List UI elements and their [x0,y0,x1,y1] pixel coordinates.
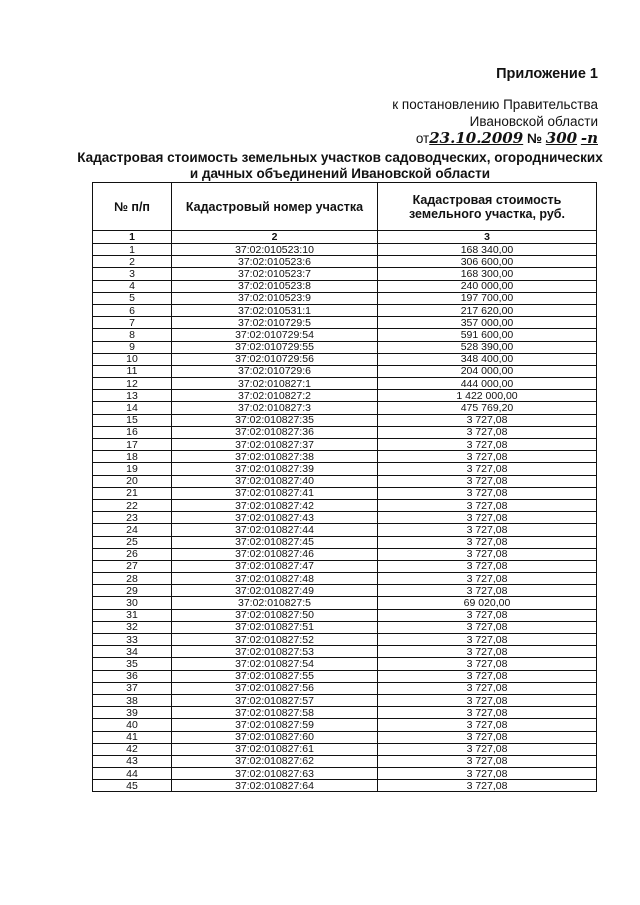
table-row [93,670,597,682]
cadastral-value: 3 727,08 [378,536,597,548]
row-number: 37 [93,682,172,694]
row-number: 36 [93,670,172,682]
cadastral-value: 3 727,08 [378,609,597,621]
cadastral-number: 37:02:010729:56 [172,353,378,365]
cadastral-value: 217 620,00 [378,304,597,316]
cadastral-value: 3 727,08 [378,414,597,426]
decree-suffix: -п [580,129,598,147]
table-row [93,378,597,390]
table-row [93,341,597,353]
row-number: 29 [93,585,172,597]
cadastral-value: 1 422 000,00 [378,390,597,402]
cadastral-number: 37:02:010827:43 [172,512,378,524]
appendix-label: Приложение 1 [496,66,598,82]
decree-date: 23.10.2009 [429,129,524,147]
cadastral-number: 37:02:010827:59 [172,719,378,731]
row-number: 27 [93,560,172,572]
from-label: от [415,131,430,146]
cadastral-number: 37:02:010827:63 [172,768,378,780]
cadastral-value: 3 727,08 [378,682,597,694]
decree-reference [392,96,598,147]
number-label: № [526,131,543,146]
row-number: 44 [93,768,172,780]
row-number: 21 [93,487,172,499]
cadastral-number: 37:02:010827:44 [172,524,378,536]
table-row [93,426,597,438]
table-row [93,609,597,621]
row-number: 26 [93,548,172,560]
table-row [93,548,597,560]
cadastral-number: 37:02:010827:37 [172,439,378,451]
cadastral-table [92,182,597,792]
cadastral-number: 37:02:010827:47 [172,560,378,572]
cadastral-number: 37:02:010523:8 [172,280,378,292]
table-row [93,585,597,597]
cadastral-number: 37:02:010827:61 [172,743,378,755]
table-row [93,463,597,475]
row-number: 35 [93,658,172,670]
table-row [93,768,597,780]
cadastral-value: 3 727,08 [378,512,597,524]
row-number: 24 [93,524,172,536]
cadastral-number: 37:02:010523:9 [172,292,378,304]
table-row [93,512,597,524]
cadastral-value: 3 727,08 [378,475,597,487]
cadastral-value: 3 727,08 [378,463,597,475]
cadastral-value: 3 727,08 [378,439,597,451]
decree-line-1: к постановлению Правительства [392,97,598,112]
cadastral-value: 3 727,08 [378,780,597,792]
cadastral-number: 37:02:010827:50 [172,609,378,621]
cadastral-value: 306 600,00 [378,256,597,268]
row-number: 1 [93,244,172,256]
cadastral-number: 37:02:010827:58 [172,707,378,719]
header-cadastral-value: Кадастровая стоимость земельного участка, руб. [378,183,597,231]
row-number: 18 [93,451,172,463]
row-number: 19 [93,463,172,475]
table-row [93,499,597,511]
row-number: 14 [93,402,172,414]
col-number-2: 2 [172,231,378,244]
cadastral-value: 168 340,00 [378,244,597,256]
cadastral-value: 240 000,00 [378,280,597,292]
cadastral-value: 3 727,08 [378,755,597,767]
cadastral-number: 37:02:010827:3 [172,402,378,414]
cadastral-value: 69 020,00 [378,597,597,609]
row-number: 2 [93,256,172,268]
cadastral-number: 37:02:010827:57 [172,694,378,706]
table-body [93,244,597,792]
cadastral-value: 3 727,08 [378,743,597,755]
header-number: № п/п [93,183,172,231]
row-number: 12 [93,378,172,390]
table-row [93,573,597,585]
row-number: 7 [93,317,172,329]
cadastral-number: 37:02:010827:1 [172,378,378,390]
row-number: 40 [93,719,172,731]
cadastral-value: 168 300,00 [378,268,597,280]
cadastral-number: 37:02:010827:64 [172,780,378,792]
cadastral-value: 3 727,08 [378,451,597,463]
row-number: 42 [93,743,172,755]
cadastral-number: 37:02:010729:54 [172,329,378,341]
cadastral-value: 204 000,00 [378,365,597,377]
table-row [93,304,597,316]
cadastral-number: 37:02:010531:1 [172,304,378,316]
title-line-1: Кадастровая стоимость земельных участков садоводческих, огороднических [77,150,603,165]
decree-number: 300 [545,129,578,147]
cadastral-value: 3 727,08 [378,719,597,731]
table-row [93,682,597,694]
row-number: 31 [93,609,172,621]
row-number: 13 [93,390,172,402]
cadastral-number: 37:02:010827:55 [172,670,378,682]
table-row [93,694,597,706]
row-number: 43 [93,755,172,767]
cadastral-number: 37:02:010827:60 [172,731,378,743]
table-row [93,707,597,719]
row-number: 45 [93,780,172,792]
table-row [93,755,597,767]
cadastral-value: 3 727,08 [378,731,597,743]
table-row [93,536,597,548]
table-row [93,439,597,451]
cadastral-number: 37:02:010523:7 [172,268,378,280]
cadastral-value: 3 727,08 [378,499,597,511]
cadastral-value: 3 727,08 [378,487,597,499]
row-number: 22 [93,499,172,511]
cadastral-number: 37:02:010827:2 [172,390,378,402]
row-number: 33 [93,634,172,646]
cadastral-number: 37:02:010827:49 [172,585,378,597]
decree-date-number [392,130,598,147]
cadastral-number: 37:02:010729:5 [172,317,378,329]
row-number: 8 [93,329,172,341]
col-number-3: 3 [378,231,597,244]
row-number: 11 [93,365,172,377]
row-number: 39 [93,707,172,719]
cadastral-value: 444 000,00 [378,378,597,390]
row-number: 41 [93,731,172,743]
cadastral-value: 3 727,08 [378,646,597,658]
cadastral-number: 37:02:010827:51 [172,621,378,633]
cadastral-number: 37:02:010729:55 [172,341,378,353]
row-number: 10 [93,353,172,365]
cadastral-number: 37:02:010827:54 [172,658,378,670]
cadastral-value: 3 727,08 [378,573,597,585]
cadastral-number: 37:02:010827:56 [172,682,378,694]
cadastral-number: 37:02:010827:62 [172,755,378,767]
row-number: 17 [93,439,172,451]
row-number: 4 [93,280,172,292]
table-header-row [93,183,597,231]
cadastral-number: 37:02:010827:38 [172,451,378,463]
row-number: 9 [93,341,172,353]
row-number: 5 [93,292,172,304]
row-number: 25 [93,536,172,548]
cadastral-value: 3 727,08 [378,658,597,670]
cadastral-number: 37:02:010827:53 [172,646,378,658]
row-number: 32 [93,621,172,633]
cadastral-number: 37:02:010523:10 [172,244,378,256]
row-number: 3 [93,268,172,280]
table-row [93,353,597,365]
cadastral-number: 37:02:010827:46 [172,548,378,560]
table-row [93,646,597,658]
table-row [93,634,597,646]
cadastral-value: 3 727,08 [378,694,597,706]
cadastral-value: 3 727,08 [378,548,597,560]
table-row [93,475,597,487]
row-number: 23 [93,512,172,524]
cadastral-value: 3 727,08 [378,670,597,682]
decree-line-2: Ивановской области [469,114,598,129]
cadastral-number: 37:02:010827:5 [172,597,378,609]
table-row [93,280,597,292]
table-row [93,292,597,304]
table-row [93,451,597,463]
table-row [93,560,597,572]
cadastral-number: 37:02:010827:48 [172,573,378,585]
cadastral-value: 348 400,00 [378,353,597,365]
row-number: 6 [93,304,172,316]
cadastral-number: 37:02:010827:39 [172,463,378,475]
table-row [93,597,597,609]
row-number: 38 [93,694,172,706]
table-row [93,731,597,743]
table-row [93,524,597,536]
cadastral-number: 37:02:010729:6 [172,365,378,377]
header-cadastral-number: Кадастровый номер участка [172,183,378,231]
table-row [93,317,597,329]
table-row [93,414,597,426]
table-row [93,402,597,414]
cadastral-value: 591 600,00 [378,329,597,341]
table-row [93,621,597,633]
table-row [93,719,597,731]
table-row [93,658,597,670]
cadastral-value: 3 727,08 [378,426,597,438]
row-number: 20 [93,475,172,487]
table-row [93,487,597,499]
cadastral-value: 3 727,08 [378,524,597,536]
table-row [93,780,597,792]
cadastral-number: 37:02:010827:36 [172,426,378,438]
table-row [93,390,597,402]
cadastral-value: 3 727,08 [378,707,597,719]
cadastral-value: 197 700,00 [378,292,597,304]
cadastral-value: 357 000,00 [378,317,597,329]
table-row [93,743,597,755]
cadastral-value: 3 727,08 [378,585,597,597]
row-number: 15 [93,414,172,426]
row-number: 30 [93,597,172,609]
cadastral-number: 37:02:010827:35 [172,414,378,426]
title-line-2: и дачных объединений Ивановской области [189,166,491,181]
table-row [93,268,597,280]
cadastral-value: 475 769,20 [378,402,597,414]
cadastral-number: 37:02:010827:42 [172,499,378,511]
col-number-1: 1 [93,231,172,244]
cadastral-number: 37:02:010523:6 [172,256,378,268]
cadastral-value: 3 727,08 [378,634,597,646]
document-title [60,150,620,182]
row-number: 34 [93,646,172,658]
table-row [93,329,597,341]
row-number: 16 [93,426,172,438]
cadastral-value: 3 727,08 [378,560,597,572]
cadastral-value: 3 727,08 [378,768,597,780]
table-row [93,256,597,268]
cadastral-number: 37:02:010827:52 [172,634,378,646]
table-row [93,244,597,256]
row-number: 28 [93,573,172,585]
cadastral-number: 37:02:010827:40 [172,475,378,487]
cadastral-value: 528 390,00 [378,341,597,353]
column-number-row [93,231,597,244]
cadastral-number: 37:02:010827:41 [172,487,378,499]
cadastral-number: 37:02:010827:45 [172,536,378,548]
cadastral-value: 3 727,08 [378,621,597,633]
table-row [93,365,597,377]
